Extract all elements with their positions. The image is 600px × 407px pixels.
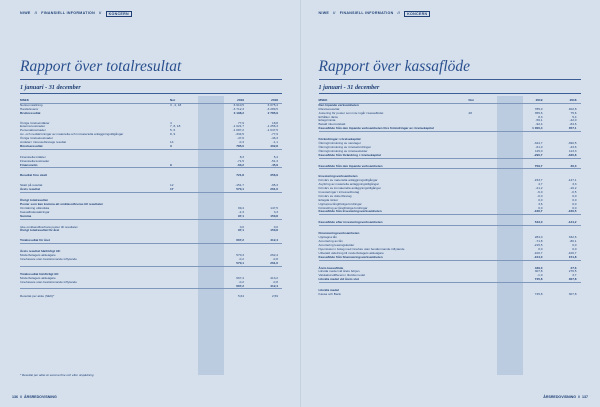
row-label: Totalresultat hänförligt till: bbox=[20, 271, 59, 276]
table-row bbox=[319, 293, 581, 297]
column-header-2019: 2019 bbox=[535, 98, 543, 102]
row-value-2019: 667,2 bbox=[236, 283, 244, 288]
row-value-2019: 284,0 bbox=[534, 235, 543, 240]
row-value-2018: 0,0 bbox=[572, 242, 577, 247]
row-label: Resultat per aktie (SEK)* bbox=[20, 294, 55, 299]
row-label: Externa kostnader bbox=[20, 124, 46, 129]
page-number: 137 bbox=[582, 395, 588, 399]
row-value-2018: 27,6 bbox=[570, 265, 577, 270]
row-value-2019: 667,2 bbox=[236, 238, 244, 243]
row-value-2019: 439,0 bbox=[534, 265, 543, 270]
column-header-2018: 2018 bbox=[569, 98, 577, 102]
row-value-2019: 3 198,2 bbox=[233, 110, 244, 115]
page-title: Rapport över totalresultat bbox=[20, 58, 182, 75]
row-value-2019: -1,0 bbox=[537, 273, 543, 278]
row-label: Upplupna långfristiga fordringar bbox=[318, 201, 362, 206]
row-value-2018: -1 047,5 bbox=[266, 128, 278, 133]
row-value-2018: 402,8 bbox=[568, 106, 577, 111]
row-note: 7, 8, 18 bbox=[170, 124, 181, 129]
row-value-2019: 3,6 bbox=[538, 201, 543, 206]
row-label: Upptagna lån bbox=[318, 235, 337, 240]
header-separator: // bbox=[397, 11, 401, 15]
row-value-2019: -100,7 bbox=[533, 250, 543, 255]
row-label: Förvärv av immateriella anläggningstillgångar bbox=[318, 186, 381, 191]
row-value-2019: -47,6 bbox=[236, 136, 244, 141]
row-value-2018: 261,6 bbox=[270, 260, 278, 265]
row-label: Innehavare utan bestämmande inflytande bbox=[20, 279, 77, 284]
row-label: Förändringar i rörelsekapital bbox=[318, 137, 361, 142]
row-label: Utbetald utdelning till moderbolagets aktieägare bbox=[318, 250, 384, 255]
column-header-2018: 2018 bbox=[271, 98, 278, 102]
row-value-2018: -42,0 bbox=[569, 118, 577, 123]
row-value-2018: -0,5 bbox=[571, 190, 577, 195]
row-value-2018: 3,7 bbox=[572, 273, 577, 278]
row-value-2019: 0,0 bbox=[538, 246, 543, 251]
row-value-2019: 0,0 bbox=[538, 197, 543, 202]
row-note: 3 bbox=[170, 143, 172, 148]
row-label: Handelsvaror bbox=[20, 106, 39, 111]
row-value-2019: -215,5 bbox=[533, 242, 543, 247]
header-brand: NIWE bbox=[318, 11, 330, 15]
row-value-2019: -290,7 bbox=[533, 152, 543, 157]
row-value-2019: 785,0 bbox=[236, 143, 244, 148]
row-value-2018: 0,0 bbox=[572, 246, 577, 251]
row-value-2018: 412,4 bbox=[270, 283, 278, 288]
row-value-2018: -84,6 bbox=[569, 122, 577, 127]
row-label: Övriga rörelsekostnader bbox=[20, 136, 54, 141]
row-value-2019: -0,2 bbox=[238, 257, 244, 262]
row-label: Nyemission i bolag med innehav utan bestämmande inflytande bbox=[318, 246, 405, 251]
row-label: Poster som kan komma att omklassificeras till resultatet bbox=[20, 202, 103, 207]
row-label: Årets resultat hänförligt till: bbox=[20, 249, 61, 254]
row-value-2019: 745,8 bbox=[534, 291, 543, 296]
title-rule bbox=[20, 79, 282, 80]
row-note: 14 bbox=[170, 140, 174, 145]
row-value-2018: -320,8 bbox=[567, 152, 577, 157]
row-value-2018: -43,6 bbox=[569, 144, 577, 149]
row-label: Årets kassaflöde bbox=[318, 265, 344, 270]
row-value-2018: 332,6 bbox=[568, 235, 577, 240]
row-note: 12 bbox=[170, 183, 174, 188]
row-value-2019: -61,0 bbox=[535, 144, 543, 149]
row-label: Erhållen ränta bbox=[318, 114, 338, 119]
row-label: Avyttring av materiella anläggningstillgångar bbox=[318, 182, 379, 187]
row-value-2018: -1 256,3 bbox=[266, 124, 278, 129]
row-value-2018: 0,0 bbox=[572, 197, 577, 202]
header-section: FINANSIELL INFORMATION bbox=[41, 11, 95, 15]
row-value-2019: -0,3 bbox=[238, 140, 244, 145]
row-value-2019: -153,7 bbox=[533, 178, 543, 183]
row-value-2019: 1 000,4 bbox=[532, 126, 543, 131]
row-label: Moderbolagets aktieägare bbox=[20, 275, 56, 280]
row-value-2019: -104,0 bbox=[533, 254, 543, 259]
row-value-2019: -334,5 bbox=[235, 132, 244, 137]
row-value-2018: 151,8 bbox=[568, 254, 577, 259]
row-label: Kassaflöde från finansieringsverksamheten bbox=[318, 254, 383, 259]
row-label: Amortering leasingskulder bbox=[318, 242, 355, 247]
row-label: Likvida medel vid årets slut bbox=[318, 277, 359, 282]
row-value-2019: 4,7 bbox=[538, 182, 543, 187]
row-value-2019: 6 910,5 bbox=[233, 102, 244, 107]
row-label: Förvärv av dotterföretag bbox=[318, 193, 352, 198]
row-label: Erlagda räntor bbox=[318, 197, 339, 202]
row-label: Ökning/minskning av rörelsefordringar bbox=[318, 144, 371, 149]
row-value-2019: 307,8 bbox=[534, 269, 543, 274]
row-label: Finansiella intäkter bbox=[20, 154, 46, 159]
income-statement-table bbox=[20, 99, 282, 299]
row-label: Justering för poster som inte ingår i kassaflödet bbox=[318, 110, 384, 115]
row-label: Erlagd ränta bbox=[318, 118, 336, 123]
row-value-2019: 5,64 bbox=[237, 294, 244, 299]
row-label: Innehavare utan bestämmande inflytande bbox=[20, 257, 77, 262]
left-footer: 136 // ÅRSREDOVISNING bbox=[12, 395, 57, 399]
row-value-2018: 3,3 bbox=[273, 209, 278, 214]
row-value-2018: 2 785,9 bbox=[267, 110, 278, 115]
right-page bbox=[300, 0, 600, 407]
row-value-2018: 307,8 bbox=[568, 291, 577, 296]
row-value-2018: -46,3 bbox=[270, 136, 278, 141]
row-label: Rörelseresultat bbox=[318, 106, 340, 111]
right-page-header bbox=[319, 11, 600, 17]
row-value-2019: 709,7 bbox=[534, 163, 543, 168]
row-value-2019: 785,0 bbox=[534, 106, 543, 111]
row-value-2019: 97,1 bbox=[237, 213, 244, 218]
row-value-2019: 0,0 bbox=[239, 224, 244, 229]
row-value-2019: 8,3 bbox=[239, 154, 244, 159]
row-note: 4 bbox=[170, 120, 172, 125]
row-value-2019: 99,4 bbox=[237, 205, 244, 210]
row-value-2019: 667,4 bbox=[236, 275, 244, 280]
row-value-2019: 115,0 bbox=[534, 148, 543, 153]
row-value-2018: 150,8 bbox=[270, 213, 278, 218]
header-section: FINANSIELL INFORMATION bbox=[339, 11, 394, 15]
row-value-2018: 357,1 bbox=[568, 126, 577, 131]
row-value-2018: 5,4 bbox=[273, 154, 278, 159]
left-page-header bbox=[20, 11, 300, 17]
page-number: 136 bbox=[12, 395, 18, 399]
row-label: Kassaflöde efter investeringsverksamheten bbox=[318, 220, 383, 225]
column-header-label: MSEK bbox=[318, 98, 328, 102]
row-label: Investeringar i intresseföretag bbox=[318, 190, 360, 195]
header-separator: // bbox=[333, 11, 336, 15]
row-label: Av- och nedskrivningar av materiella och immateriella anläggningstillgångar bbox=[20, 132, 124, 137]
footer-title: ÅRSREDOVISNING bbox=[24, 395, 57, 399]
row-value-2018: -147,1 bbox=[567, 178, 577, 183]
column-header-label: MSEK bbox=[20, 98, 29, 102]
header-tag: KONCERN bbox=[404, 11, 430, 17]
row-value-2018: 0,0 bbox=[572, 193, 577, 198]
header-separator: // bbox=[34, 11, 38, 15]
row-label: Ökning/minskning av varulager bbox=[318, 141, 361, 146]
row-value-2019: 543,0 bbox=[534, 220, 543, 225]
row-value-2018: -80,1 bbox=[569, 239, 577, 244]
row-label: Totalresultat för året bbox=[20, 238, 50, 243]
row-label: Resultat före skatt bbox=[20, 173, 47, 178]
row-value-2018: -77,9 bbox=[270, 132, 278, 137]
row-value-2018: 18,8 bbox=[271, 120, 278, 125]
page-subtitle: 1 januari - 31 december bbox=[318, 84, 380, 91]
row-value-2019: -21,2 bbox=[535, 186, 543, 191]
row-value-2019: -92,4 bbox=[535, 122, 543, 127]
row-value-2018: -3 289,5 bbox=[266, 106, 278, 111]
row-label: Kassa och Bank bbox=[318, 291, 341, 296]
row-label: Övrigt totalresultat bbox=[20, 198, 48, 203]
row-value-2018: 0,0 bbox=[572, 205, 577, 210]
row-value-2018: 0,0 bbox=[572, 201, 577, 206]
row-label: Kassaflöde från förändring i rörelsekapital bbox=[318, 152, 381, 157]
column-header-note: Not bbox=[468, 98, 474, 102]
subtitle-rule bbox=[20, 93, 282, 94]
row-value-2018: -16,2 bbox=[569, 186, 577, 191]
row-label: Moderbolagets aktieägare bbox=[20, 253, 56, 258]
row-label: Ökning/minskning av rörelseskulder bbox=[318, 148, 368, 153]
row-label: Finansnetto bbox=[20, 162, 38, 167]
row-label: Övriga rörelseintäkter bbox=[20, 120, 50, 125]
row-value-2018: 3,3 bbox=[572, 182, 577, 187]
title-rule bbox=[319, 79, 581, 80]
row-value-2018: -124,2 bbox=[567, 220, 577, 225]
row-value-2018: 276,5 bbox=[568, 269, 577, 274]
footer-title: ÅRSREDOVISNING bbox=[543, 395, 576, 399]
row-value-2019: 570,3 bbox=[236, 253, 244, 258]
row-value-2018: -160,5 bbox=[567, 209, 577, 214]
row-note: 3 , 4, 18 bbox=[170, 102, 182, 107]
row-value-2018: -45,9 bbox=[270, 162, 278, 167]
row-value-2018: 36,3 bbox=[570, 163, 577, 168]
row-label: Förändring av långfristiga fordringar bbox=[318, 205, 368, 210]
row-value-2018: 113,3 bbox=[568, 148, 577, 153]
row-value-2018: 413,2 bbox=[270, 275, 278, 280]
row-label: Övrigt totalresultat för året bbox=[20, 228, 60, 233]
row-label: Icke omklassificerbara poster till resultatet bbox=[20, 224, 78, 229]
row-label: Förvärv av materiella anläggningstillgångar bbox=[318, 178, 378, 183]
row-value-2019: 570,1 bbox=[236, 260, 244, 265]
row-value-2019: -63,2 bbox=[236, 162, 244, 167]
header-separator: // bbox=[98, 11, 102, 15]
row-label: Betald inkomstskatt bbox=[318, 122, 346, 127]
row-label: Investeringsverksamheten bbox=[318, 174, 358, 179]
row-value-2018: -100,7 bbox=[567, 250, 577, 255]
row-value-2019: 745,8 bbox=[534, 277, 543, 282]
row-value-2018: -390,5 bbox=[567, 141, 577, 146]
row-value-2018: -0,8 bbox=[272, 257, 278, 262]
row-value-2019: -1 021,7 bbox=[232, 124, 244, 129]
footnote: * Resultat per aktie är samma före och efter utspädning bbox=[20, 373, 94, 377]
row-note: 28 bbox=[468, 110, 472, 115]
header-brand: NIWE bbox=[20, 11, 31, 15]
row-value-2019: -56,1 bbox=[535, 118, 543, 123]
row-label: Skatt på resultat bbox=[20, 183, 43, 188]
row-value-2019: -3 712,3 bbox=[232, 106, 244, 111]
row-label: Kassaflöde från den löpande verksamheten före förändringar av rörelsekapital bbox=[318, 126, 434, 131]
row-label: Andelar i intresseföretags resultat bbox=[20, 140, 67, 145]
row-label: Likvida medel vid årets början bbox=[318, 269, 360, 274]
row-value-2018: 356,9 bbox=[270, 173, 278, 178]
row-label: Likvida medel bbox=[318, 288, 339, 293]
row-value-2019: -1 087,2 bbox=[232, 128, 244, 133]
header-tag: KONCERN bbox=[106, 11, 132, 17]
row-value-2018: 262,4 bbox=[270, 253, 278, 258]
row-label: Bruttoresultat bbox=[20, 110, 41, 115]
row-value-2019: -2,3 bbox=[238, 209, 244, 214]
row-value-2018: 307,8 bbox=[568, 277, 577, 282]
row-value-2018: 412,4 bbox=[270, 238, 278, 243]
row-value-2018: -0,8 bbox=[272, 279, 278, 284]
row-value-2019: 77,9 bbox=[237, 120, 244, 125]
row-value-2018: -51,3 bbox=[270, 158, 278, 163]
row-value-2019: 355,6 bbox=[534, 110, 543, 115]
row-value-2019: 0,0 bbox=[538, 205, 543, 210]
row-value-2019: -0,2 bbox=[238, 279, 244, 284]
row-label: Amortering av lån bbox=[318, 239, 343, 244]
row-label: Kassaflöde från den löpande verksamheten bbox=[318, 163, 383, 168]
row-value-2019: 570,1 bbox=[236, 187, 244, 192]
row-note: 8, 9 bbox=[170, 132, 176, 137]
row-value-2019: 8,3 bbox=[538, 114, 543, 119]
row-value-2018: 75,6 bbox=[570, 110, 577, 115]
row-value-2019: -0,0 bbox=[537, 193, 543, 198]
row-value-2018: 150,8 bbox=[270, 228, 278, 233]
row-value-2019: -151,7 bbox=[235, 183, 244, 188]
right-footer: ÅRSREDOVISNING // 137 bbox=[543, 395, 588, 399]
row-value-2019: 721,8 bbox=[236, 173, 244, 178]
row-label: Finansiella kostnader bbox=[20, 158, 50, 163]
row-value-2018: 402,8 bbox=[270, 143, 278, 148]
row-value-2018: 5,4 bbox=[572, 114, 577, 119]
row-label: Nettoomsättning bbox=[20, 102, 43, 107]
row-value-2019: -71,5 bbox=[236, 158, 244, 163]
row-label: Valutakursdifferens i likvida medel bbox=[318, 273, 365, 278]
table-row bbox=[20, 295, 282, 299]
row-label: Finansieringsverksamheten bbox=[318, 231, 360, 236]
column-header-2019: 2019 bbox=[237, 98, 244, 102]
row-label: Omräkning utländska bbox=[20, 205, 50, 210]
row-label: Kassaflödessäkringar bbox=[20, 209, 50, 214]
page-title: Rapport över kassaflöde bbox=[318, 58, 471, 75]
row-label: Årets resultat bbox=[20, 187, 40, 192]
row-value-2019: -166,7 bbox=[533, 209, 543, 214]
row-note: 9 bbox=[170, 162, 172, 167]
page-subtitle: 1 januari - 31 december bbox=[20, 84, 81, 91]
column-header-note: Not bbox=[170, 98, 176, 102]
row-label: Den löpande verksamheten bbox=[318, 102, 359, 107]
row-value-2018: -95,3 bbox=[270, 183, 278, 188]
row-value-2018: 261,6 bbox=[270, 187, 278, 192]
row-note: 5, 6 bbox=[170, 128, 176, 133]
row-value-2019: -71,8 bbox=[535, 239, 543, 244]
row-value-2018: 2,59 bbox=[271, 294, 278, 299]
row-label: Kassaflöde från investeringsverksamheten bbox=[318, 209, 382, 214]
row-value-2018: 0,0 bbox=[273, 224, 278, 229]
row-value-2018: 147,5 bbox=[270, 205, 278, 210]
row-label: Personalkostnader bbox=[20, 128, 46, 133]
row-value-2019: -6,0 bbox=[537, 190, 543, 195]
subtitle-rule bbox=[319, 93, 581, 94]
row-value-2019: 97,1 bbox=[237, 228, 244, 233]
row-value-2018: 6 075,4 bbox=[267, 102, 278, 107]
row-label: Summa bbox=[20, 213, 32, 218]
row-label: Rörelseresultat bbox=[20, 143, 43, 148]
row-value-2019: -344,7 bbox=[533, 141, 543, 146]
row-note: 17 bbox=[170, 187, 174, 192]
cash-flow-table bbox=[319, 99, 581, 297]
row-value-2018: -1,1 bbox=[272, 140, 278, 145]
